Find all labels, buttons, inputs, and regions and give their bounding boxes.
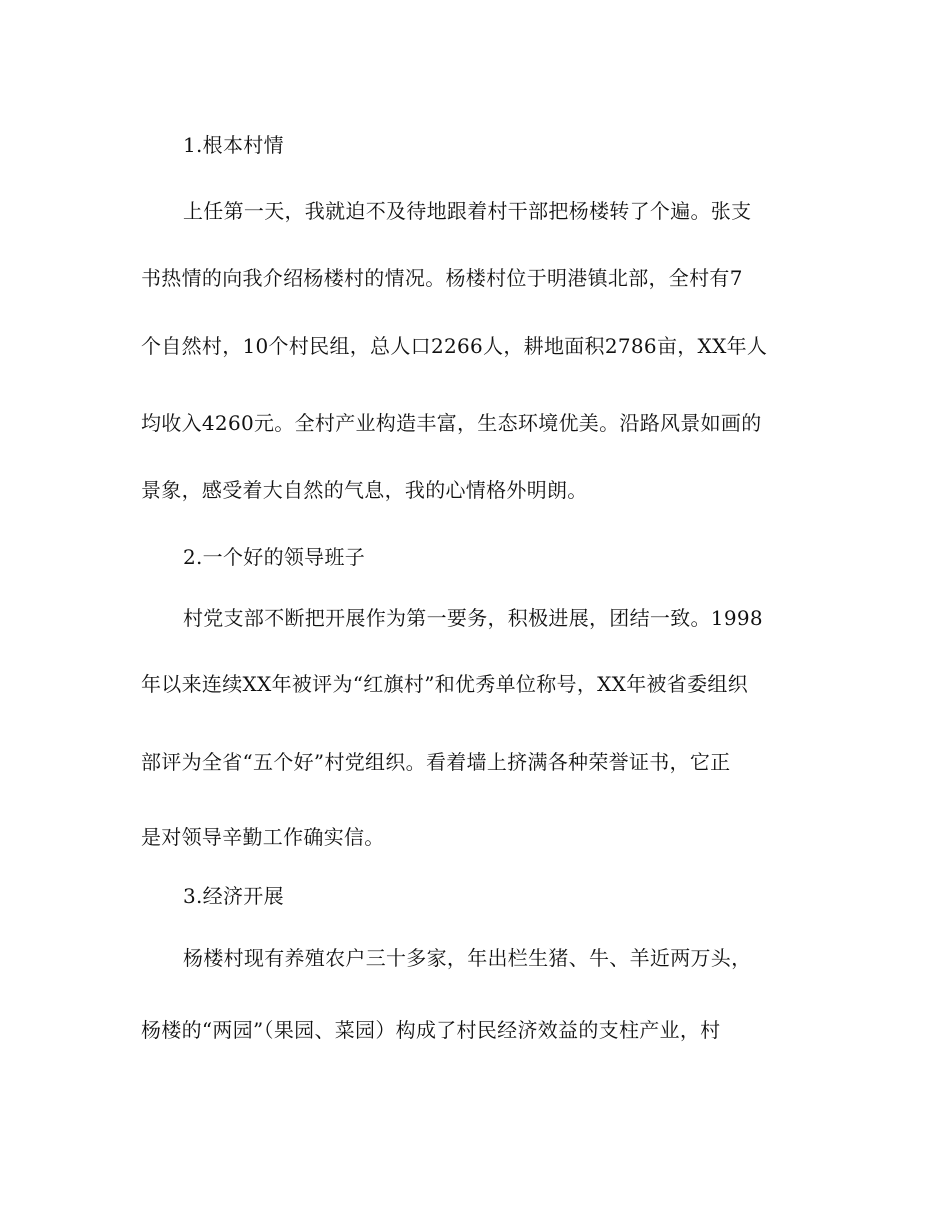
paragraph-line: 均收入4260元。全村产业构造丰富，生态环境优美。沿路风景如画的 xyxy=(141,411,762,435)
paragraph-line: 杨楼的“两园”（果园、菜园）构成了村民经济效益的支柱产业，村 xyxy=(141,1018,721,1042)
section-heading: 3.经济开展 xyxy=(183,884,284,908)
section-heading: 2.一个好的领导班子 xyxy=(183,545,366,569)
paragraph-line: 部评为全省“五个好”村党组织。看着墙上挤满各种荣誉证书，它正 xyxy=(141,750,731,774)
paragraph-line: 年以来连续XX年被评为“红旗村”和优秀单位称号，XX年被省委组织 xyxy=(141,672,749,696)
paragraph-line: 书热情的向我介绍杨楼村的情况。杨楼村位于明港镇北部，全村有7 xyxy=(141,266,743,290)
section-heading: 1.根本村情 xyxy=(183,133,284,157)
paragraph-line: 村党支部不断把开展作为第一要务，积极进展，团结一致。1998 xyxy=(183,606,763,630)
paragraph-line: 杨楼村现有养殖农户三十多家，年出栏生猪、牛、羊近两万头， xyxy=(183,946,752,970)
paragraph-line: 景象，感受着大自然的气息，我的心情格外明朗。 xyxy=(141,478,588,502)
paragraph-line: 是对领导辛勤工作确实信。 xyxy=(141,825,385,849)
paragraph-line: 个自然村，10个村民组，总人口2266人，耕地面积2786亩，XX年人 xyxy=(141,334,768,358)
paragraph-line: 上任第一天，我就迫不及待地跟着村干部把杨楼转了个遍。张支 xyxy=(183,199,752,223)
